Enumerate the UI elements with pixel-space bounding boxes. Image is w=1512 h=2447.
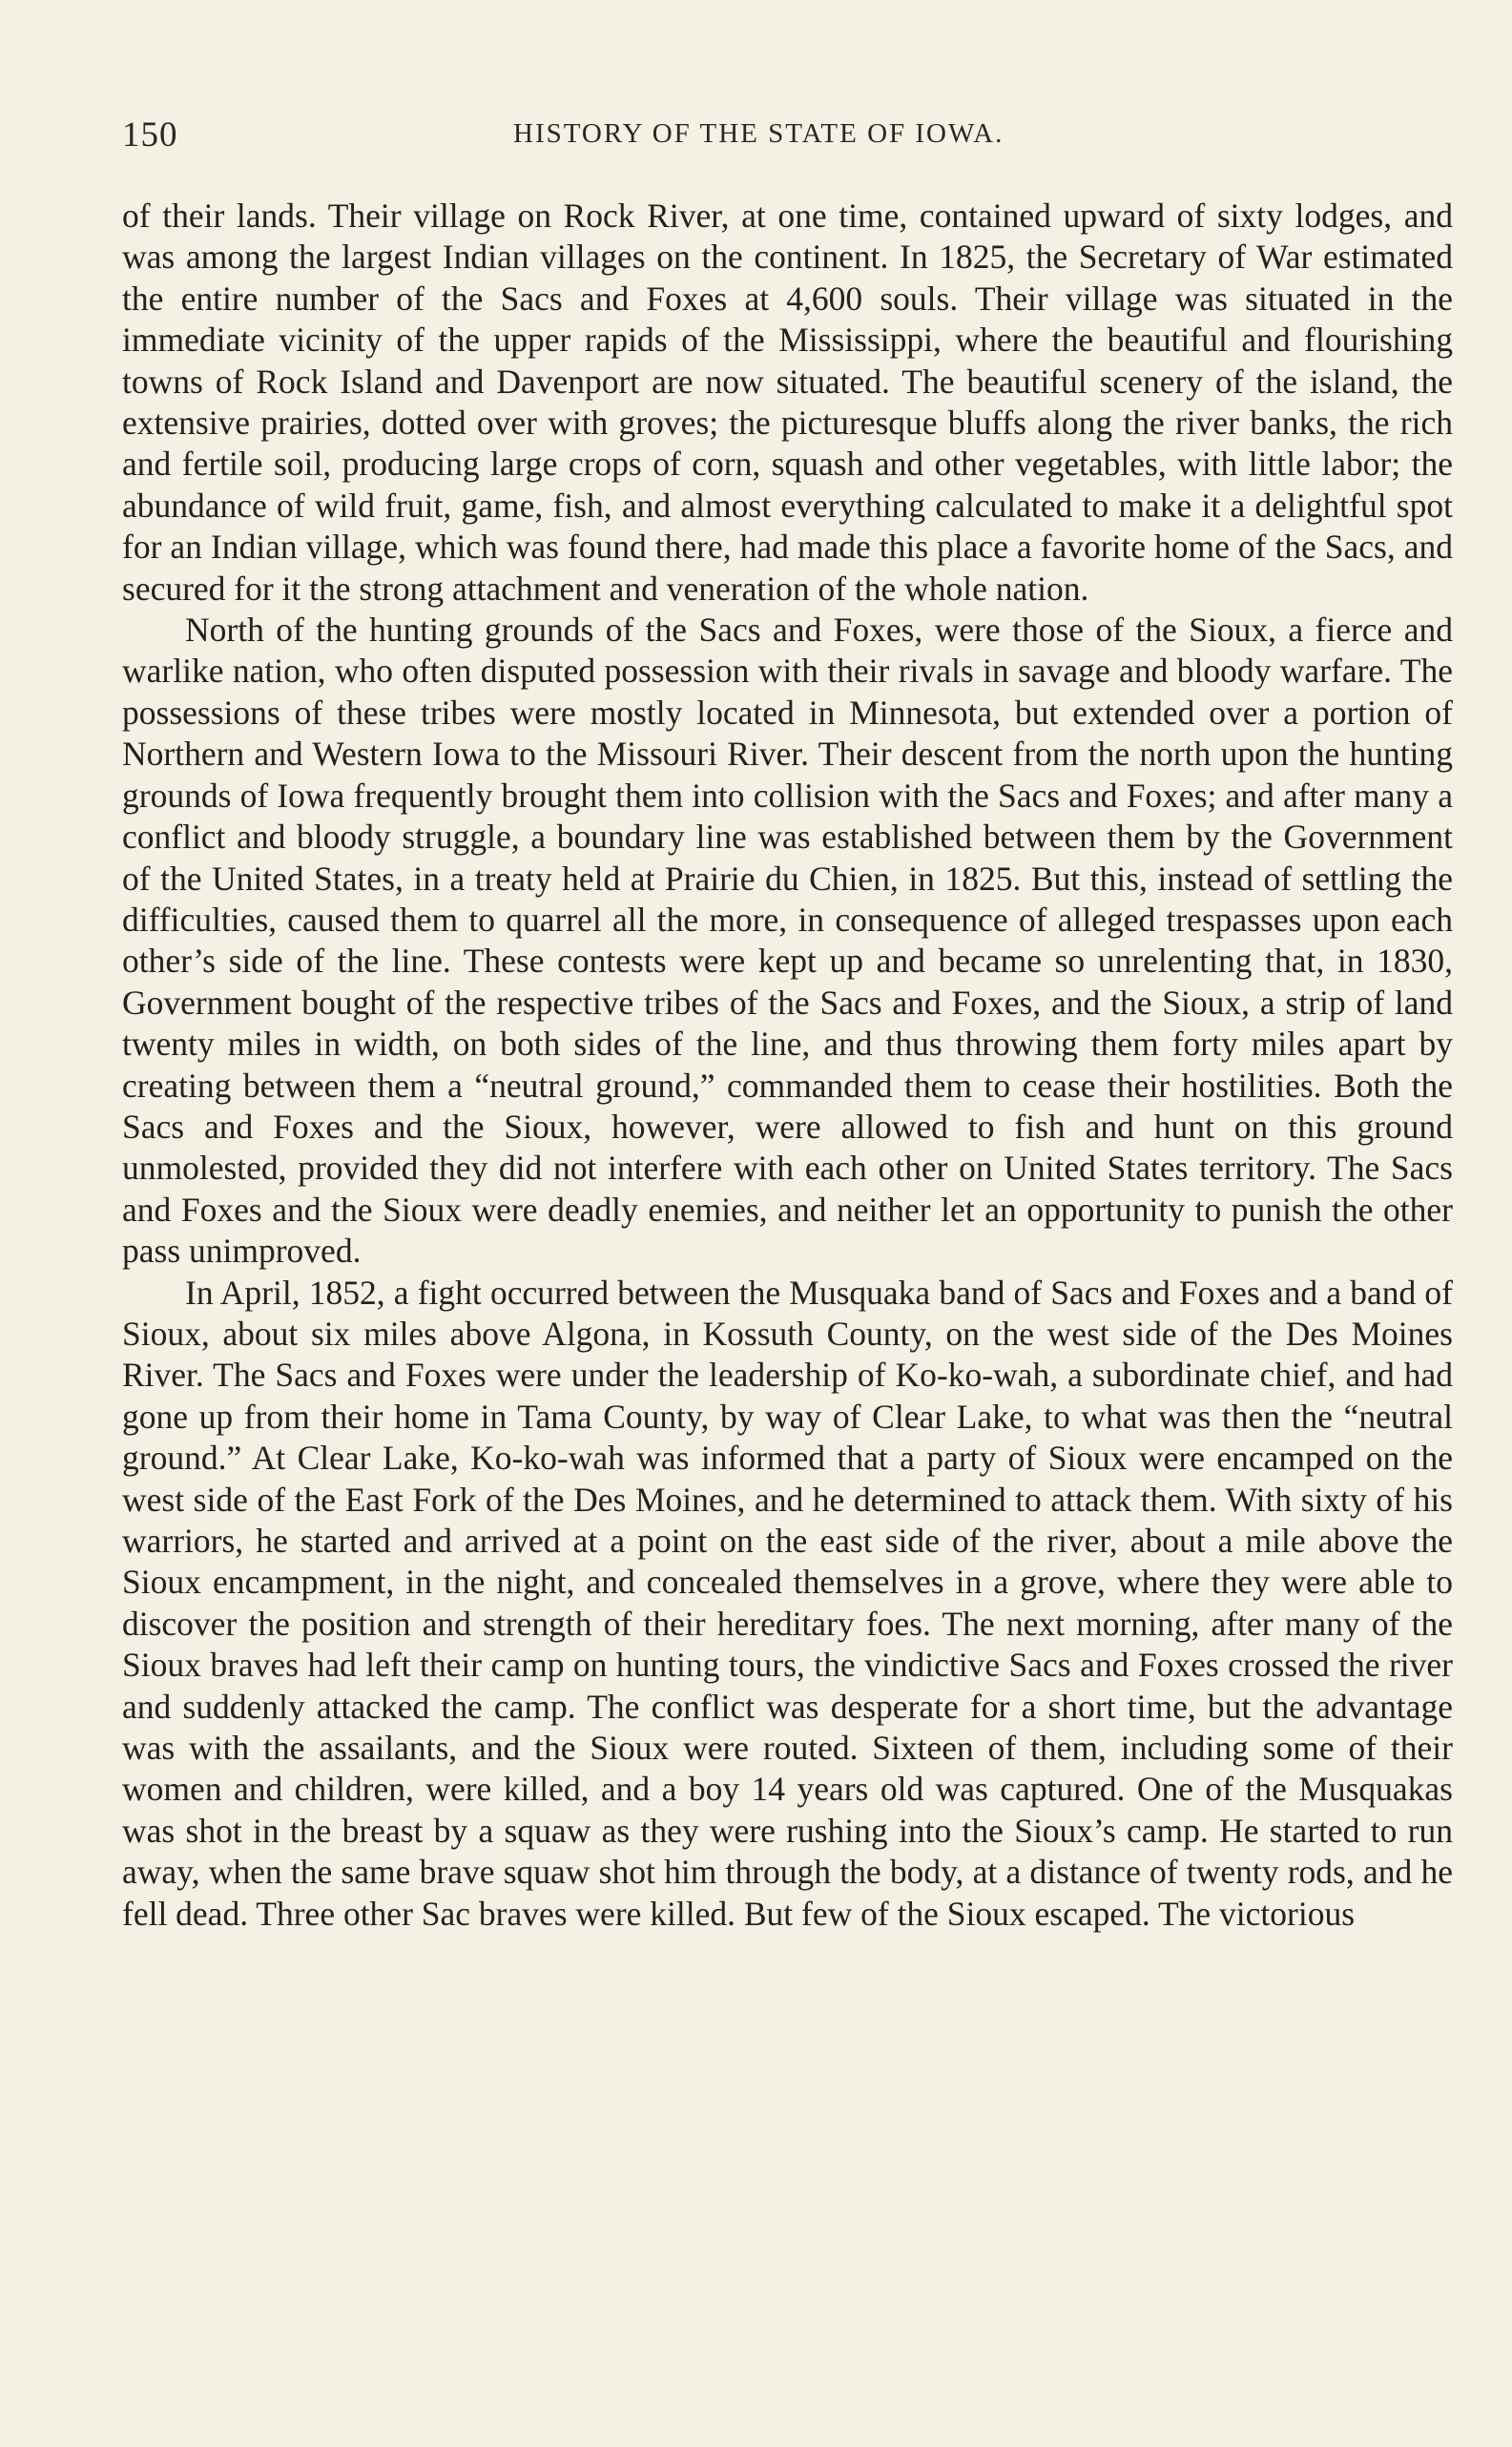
paragraph-1: of their lands. Their village on Rock River, at one time, contained upward of sixty lodges, and was among the largest Indian villages on the continent. In 1825, the Secretary of War estimated the entire number of the Sacs and Foxes at 4,600 souls. Their village was situated in the immediate vicinity of the upper rapids of the Mississippi, where the beautiful and flourishing towns of Rock Island and Davenport are now situated. The beautiful scenery of the island, the extensive prairies, dotted over with groves; the picturesque bluffs along the river banks, the rich and fertile soil, producing large crops of corn, squash and other vegetables, with little labor; the abundance of wild fruit, game, fish, and almost everything calculated to make it a delightful spot for an Indian village, which was found there, had made this place a favorite home of the Sacs, and secured for it the strong attachment and veneration of the whole nation.	[122, 197, 1453, 608]
body-text	[122, 196, 1453, 1935]
paragraph-2: North of the hunting grounds of the Sacs and Foxes, were those of the Sioux, a fierce and warlike nation, who often disputed possession with their rivals in savage and bloody warfare. The possessions of these tribes were mostly located in Minnesota, but extended over a portion of Northern and Western Iowa to the Missouri River. Their descent from the north upon the hunting grounds of Iowa frequently brought them into collision with the Sacs and Foxes; and after many a conflict and bloody struggle, a boundary line was established between them by the Government of the United States, in a treaty held at Prairie du Chien, in 1825. But this, instead of settling the difficulties, caused them to quarrel all the more, in consequence of alleged trespasses upon each other’s side of the line. These contests were kept up and became so unrelenting that, in 1830, Government bought of the respective tribes of the Sacs and Foxes, and the Sioux, a strip of land twenty miles in width, on both sides of the line, and thus throwing them forty miles apart by creating between them a “neutral ground,” commanded them to cease their hostilities. Both the Sacs and Foxes and the Sioux, however, were allowed to fish and hunt on this ground unmolested, provided they did not interfere with each other on United States territory. The Sacs and Foxes and the Sioux were deadly enemies, and neither let an opportunity to punish the other pass unimproved.	[122, 611, 1453, 1271]
running-title: HISTORY OF THE STATE OF IOWA.	[513, 118, 1005, 149]
page-header	[122, 114, 1453, 162]
page-number: 150	[122, 115, 178, 155]
paragraph-3: In April, 1852, a fight occurred between the Musquaka band of Sacs and Foxes and a band of Sioux, about six miles above Algona, in Kossuth County, on the west side of the Des Moines River. The Sacs and Foxes were under the leadership of Ko-ko-wah, a subordinate chief, and had gone up from their home in Tama County, by way of Clear Lake, to what was then the “neutral ground.” At Clear Lake, Ko-ko-wah was informed that a party of Sioux were encamped on the west side of the East Fork of the Des Moines, and he determined to attack them. With sixty of his warriors, he started and arrived at a point on the east side of the river, about a mile above the Sioux encampment, in the night, and concealed themselves in a grove, where they were able to discover the position and strength of their hereditary foes. The next morning, after many of the Sioux braves had left their camp on hunting tours, the vindictive Sacs and Foxes crossed the river and suddenly attacked the camp. The conflict was desperate for a short time, but the advantage was with the assailants, and the Sioux were routed. Sixteen of them, including some of their women and children, were killed, and a boy 14 years old was captured. One of the Musquakas was shot in the breast by a squaw as they were rushing into the Sioux’s camp. He started to run away, when the same brave squaw shot him through the body, at a distance of twenty rods, and he fell dead. Three other Sac braves were killed. But few of the Sioux escaped. The victorious	[122, 1273, 1453, 1933]
